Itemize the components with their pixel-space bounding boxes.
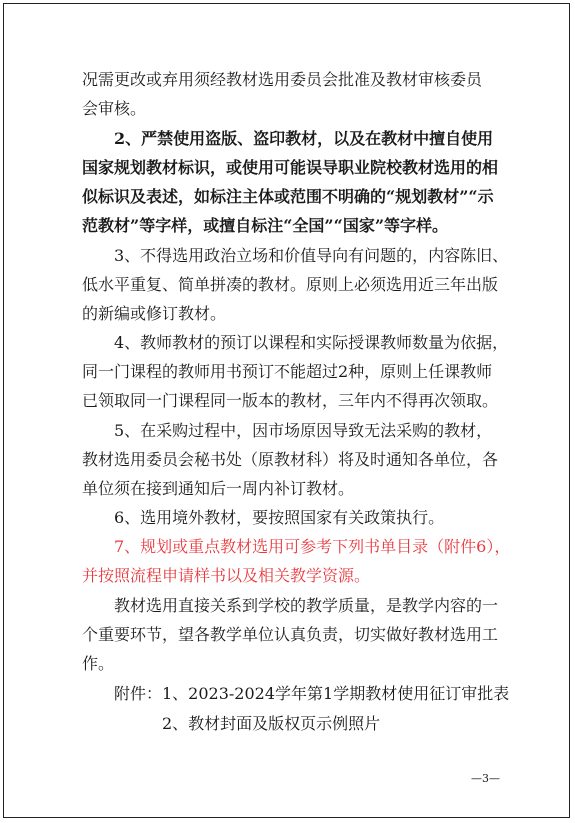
text-line: 6、选用境外教材，要按照国家有关政策执行。 [114, 508, 445, 527]
text-line: 教材选用直接关系到学校的教学质量，是教学内容的一 [114, 596, 499, 615]
page-number: —3— [471, 772, 500, 785]
attachment-line: 附件：1、2023-2024学年第1学期教材使用征订审批表 [114, 684, 510, 703]
text-line: 单位须在接到通知后一周内补订教材。 [82, 479, 355, 498]
text-line: 教材选用委员会秘书处（原教材科）将及时通知各单位，各 [82, 450, 499, 469]
text-line: 会审核。 [82, 99, 147, 118]
text-line: 似标识及表述，如标注主体或范围不明确的“规划教材”“示 [82, 187, 494, 206]
text-line: 个重要环节，望各教学单位认真负责，切实做好教材选用工 [82, 625, 499, 644]
text-line: 的新编或修订教材。 [82, 304, 227, 323]
text-line: 国家规划教材标识，或使用可能误导职业院校教材选用的相 [82, 158, 499, 177]
text-line: 况需更改或弃用须经教材选用委员会批准及教材审核委员 [82, 70, 483, 89]
text-line: 5、在采购过程中，因市场原因导致无法采购的教材， [114, 421, 493, 440]
text-line: 低水平重复、简单拼凑的教材。原则上必须选用近三年出版 [82, 275, 499, 294]
text-line: 范教材”等字样，或擅自标注“全国”“国家”等字样。 [82, 216, 449, 235]
text-line-red: 7、规划或重点教材选用可参考下列书单目录（附件6）， [114, 537, 511, 556]
text-line: 同一门课程的教师用书预订不能超过2种，原则上任课教师 [82, 362, 493, 381]
text-line: 作。 [82, 654, 115, 673]
attachment-line: 2、教材封面及版权页示例照片 [162, 714, 381, 733]
text-line: 已领取同一门课程同一版本的教材，三年内不得再次领取。 [82, 391, 499, 410]
text-line: 4、教师教材的预订以课程和实际授课教师数量为依据， [114, 333, 509, 352]
text-line: 3、不得选用政治立场和价值导向有问题的，内容陈旧、 [114, 246, 509, 265]
text-line-red: 并按照流程申请样书以及相关教学资源。 [82, 566, 371, 585]
text-line: 2、严禁使用盗版、盗印教材，以及在教材中擅自使用 [114, 129, 494, 148]
